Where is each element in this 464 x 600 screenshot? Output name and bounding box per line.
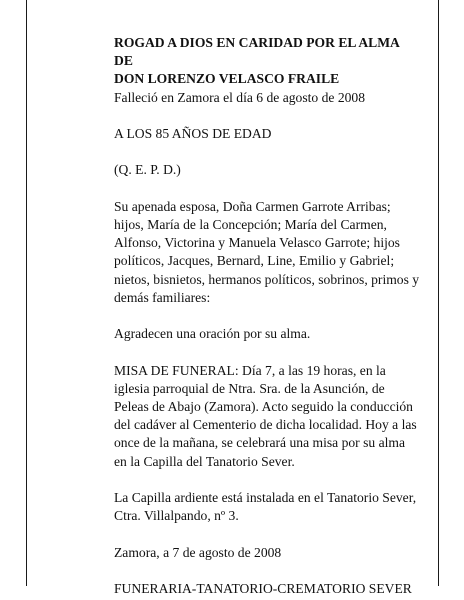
- obituary-notice: [114, 34, 426, 598]
- header-line-2: DE: [114, 53, 133, 69]
- age-line: A LOS 85 AÑOS DE EDAD: [114, 126, 272, 141]
- spacer: [114, 143, 426, 161]
- spacer: [114, 180, 426, 198]
- chapel-line: Ctra. Villalpando, nº 3.: [114, 508, 239, 524]
- spacer: [114, 343, 426, 361]
- mass-line: del cadáver al Cementerio de dicha localidad. Hoy a las: [114, 417, 417, 433]
- funeral-home-name: FUNERARIA-TANATORIO-CREMATORIO SEVER: [114, 580, 412, 596]
- spacer: [114, 525, 426, 543]
- chapel-line: La Capilla ardiente está instalada en el Tanatorio Sever,: [114, 489, 417, 505]
- mass-line: once de la mañana, se celebrará una misa por su alma: [114, 435, 405, 451]
- family-line: políticos, Jacques, Bernard, Line, Emilio y Gabriel;: [114, 253, 395, 269]
- spacer: [114, 562, 426, 580]
- mass-line: en la Capilla del Tanatorio Sever.: [114, 453, 295, 469]
- mass-line: MISA DE FUNERAL: Día 7, a las 19 horas, en la: [114, 362, 386, 378]
- header-line-1: ROGAD A DIOS EN CARIDAD POR EL ALMA: [114, 35, 400, 50]
- funeral-mass-paragraph: [114, 362, 426, 471]
- family-line: Su apenada esposa, Doña Carmen Garrote Arribas;: [114, 198, 391, 214]
- mass-line: Peleas de Abajo (Zamora). Acto seguido la conducción: [114, 398, 413, 414]
- mass-line: iglesia parroquial de Ntra. Sra. de la Asunción, de: [114, 380, 385, 396]
- right-border-line: [438, 0, 439, 586]
- spacer: [114, 471, 426, 489]
- family-paragraph: [114, 198, 426, 307]
- spacer: [114, 107, 426, 125]
- family-line: demás familiares:: [114, 289, 211, 305]
- rip-line: (Q. E. P. D.): [114, 162, 181, 178]
- family-line: Alfonso, Victorina y Manuela Velasco Garrote; hijos: [114, 235, 400, 251]
- left-border-line: [26, 0, 27, 586]
- place-date-line: Zamora, a 7 de agosto de 2008: [114, 544, 282, 560]
- family-line: nietos, bisnietos, hermanos políticos, sobrinos, primos y: [114, 271, 420, 287]
- spacer: [114, 307, 426, 325]
- family-line: hijos, María de la Concepción; María del Carmen,: [114, 216, 387, 232]
- thanks-line: Agradecen una oración por su alma.: [114, 326, 311, 342]
- chapel-paragraph: [114, 489, 426, 525]
- deceased-name: DON LORENZO VELASCO FRAILE: [114, 71, 340, 87]
- death-date-line: Falleció en Zamora el día 6 de agosto de 2008: [114, 89, 366, 105]
